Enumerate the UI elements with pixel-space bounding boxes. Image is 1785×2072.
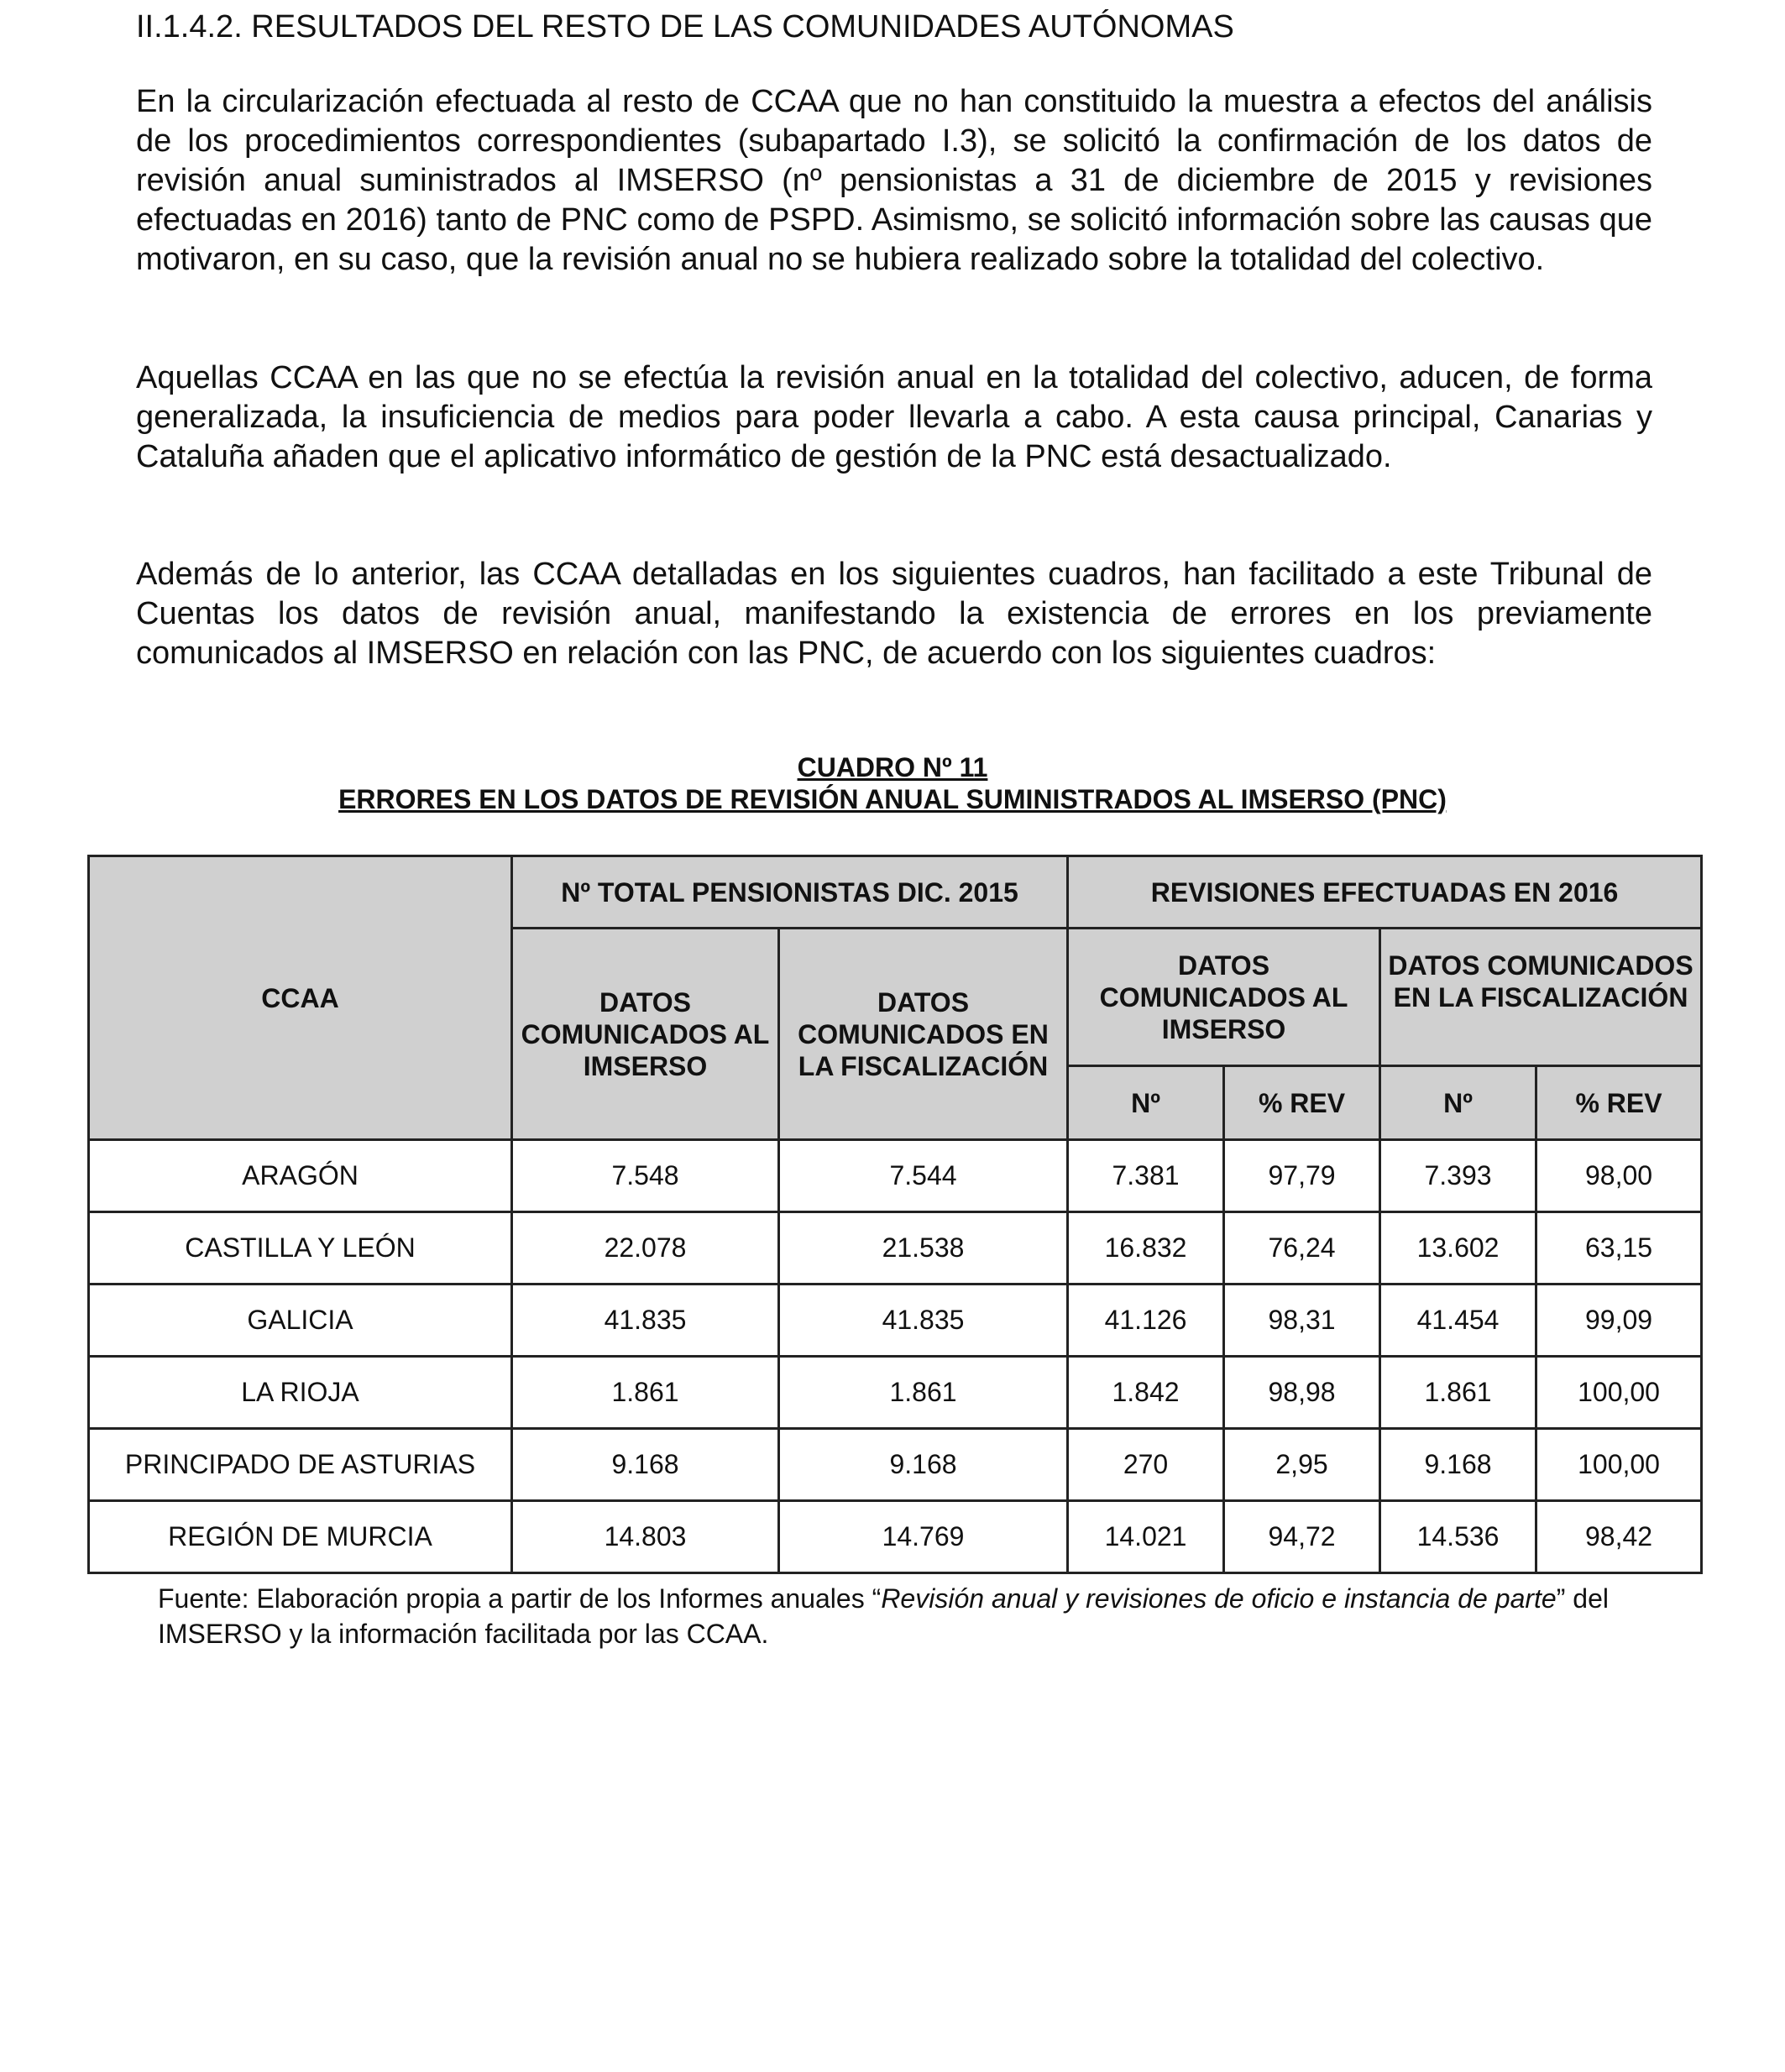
header-total-fiscalizacion: DATOS COMUNICADOS EN LA FISCALIZACIÓN [779, 929, 1068, 1140]
cell-total-fiscalizacion: 21.538 [779, 1212, 1068, 1285]
cell-rev-fiscalizacion-pct: 99,09 [1536, 1285, 1702, 1357]
cell-total-imserso: 14.803 [512, 1501, 779, 1573]
cell-ccaa: PRINCIPADO DE ASTURIAS [89, 1429, 512, 1501]
cell-rev-imserso-num: 41.126 [1068, 1285, 1224, 1357]
cell-rev-fiscalizacion-num: 9.168 [1380, 1429, 1536, 1501]
cell-rev-imserso-num: 14.021 [1068, 1501, 1224, 1573]
cell-rev-fiscalizacion-pct: 98,42 [1536, 1501, 1702, 1573]
table-row [89, 1501, 1702, 1573]
paragraph-1: En la circularización efectuada al resto de CCAA que no han constituido la muestra a efectos del análisis de los procedimientos correspondientes (subapartado I.3), se solicitó la confirmación de los datos de revisión anual suministrados al IMSERSO (nº pensionistas a 31 de diciembre de 2015 y revisiones efectuadas en 2016) tanto de PNC como de PSPD. Asimismo, se solicitó información sobre las causas que motivaron, en su caso, que la revisión anual no se hubiera realizado sobre la totalidad del colectivo. [136, 84, 1652, 277]
header-rev-imserso-pct: % REV [1224, 1066, 1380, 1140]
table-row [89, 1212, 1702, 1285]
section-heading: II.1.4.2. RESULTADOS DEL RESTO DE LAS COMUNIDADES AUTÓNOMAS [136, 9, 1234, 44]
report-title: Revisión anual y revisiones de oficio e instancia de parte [881, 1583, 1557, 1614]
cell-ccaa: CASTILLA Y LEÓN [89, 1212, 512, 1285]
cell-rev-fiscalizacion-num: 13.602 [1380, 1212, 1536, 1285]
cell-ccaa: ARAGÓN [89, 1140, 512, 1212]
table-row [89, 1285, 1702, 1357]
table-row [89, 1357, 1702, 1429]
header-rev-imserso: DATOS COMUNICADOS AL IMSERSO [1068, 929, 1380, 1066]
cell-rev-fiscalizacion-pct: 100,00 [1536, 1429, 1702, 1501]
cell-total-imserso: 41.835 [512, 1285, 779, 1357]
source-note: Fuente: Elaboración propia a partir de los Informes anuales “Revisión anual y revisiones de oficio e instancia de parte” del IMSERSO y la información facilitada por las CCAA. [158, 1583, 1610, 1649]
cell-rev-imserso-pct: 2,95 [1224, 1429, 1380, 1501]
cell-rev-fiscalizacion-pct: 63,15 [1536, 1212, 1702, 1285]
cell-rev-fiscalizacion-pct: 100,00 [1536, 1357, 1702, 1429]
cell-rev-imserso-pct: 76,24 [1224, 1212, 1380, 1285]
cell-ccaa: LA RIOJA [89, 1357, 512, 1429]
cell-rev-fiscalizacion-pct: 98,00 [1536, 1140, 1702, 1212]
cell-total-fiscalizacion: 41.835 [779, 1285, 1068, 1357]
table-title: ERRORES EN LOS DATOS DE REVISIÓN ANUAL SUMINISTRADOS AL IMSERSO (PNC) [338, 784, 1447, 814]
header-revisiones-2016: REVISIONES EFECTUADAS EN 2016 [1068, 856, 1702, 929]
cell-rev-imserso-pct: 97,79 [1224, 1140, 1380, 1212]
cell-total-imserso: 9.168 [512, 1429, 779, 1501]
cell-total-fiscalizacion: 1.861 [779, 1357, 1068, 1429]
cell-rev-imserso-pct: 98,31 [1224, 1285, 1380, 1357]
cell-rev-imserso-num: 7.381 [1068, 1140, 1224, 1212]
paragraph-3: Además de lo anterior, las CCAA detalladas en los siguientes cuadros, han facilitado a este Tribunal de Cuentas los datos de revisión anual, manifestando la existencia de errores en los previamente comunicados al IMSERSO en relación con las PNC, de acuerdo con los siguientes cuadros: [136, 557, 1652, 671]
header-rev-fiscalizacion-pct: % REV [1536, 1066, 1702, 1140]
header-rev-fiscalizacion: DATOS COMUNICADOS EN LA FISCALIZACIÓN [1380, 929, 1702, 1066]
cell-rev-imserso-num: 16.832 [1068, 1212, 1224, 1285]
cell-rev-imserso-pct: 94,72 [1224, 1501, 1380, 1573]
cell-rev-imserso-num: 1.842 [1068, 1357, 1224, 1429]
paragraph-2: Aquellas CCAA en las que no se efectúa la revisión anual en la totalidad del colectivo, aducen, de forma generalizada, la insuficiencia de medios para poder llevarla a cabo. A esta causa principal, Canarias y Cataluña añaden que el aplicativo informático de gestión de la PNC está desactualizado. [136, 360, 1652, 474]
cell-rev-fiscalizacion-num: 41.454 [1380, 1285, 1536, 1357]
cell-total-fiscalizacion: 7.544 [779, 1140, 1068, 1212]
cell-total-imserso: 1.861 [512, 1357, 779, 1429]
cell-total-imserso: 7.548 [512, 1140, 779, 1212]
table-number: CUADRO Nº 11 [797, 752, 988, 782]
cell-ccaa: REGIÓN DE MURCIA [89, 1501, 512, 1573]
cell-rev-fiscalizacion-num: 7.393 [1380, 1140, 1536, 1212]
cell-total-fiscalizacion: 14.769 [779, 1501, 1068, 1573]
cell-total-imserso: 22.078 [512, 1212, 779, 1285]
cell-ccaa: GALICIA [89, 1285, 512, 1357]
cell-total-fiscalizacion: 9.168 [779, 1429, 1068, 1501]
header-rev-fiscalizacion-num: Nº [1380, 1066, 1536, 1140]
table-row [89, 1140, 1702, 1212]
cell-rev-fiscalizacion-num: 1.861 [1380, 1357, 1536, 1429]
header-rev-imserso-num: Nº [1068, 1066, 1224, 1140]
cell-rev-imserso-pct: 98,98 [1224, 1357, 1380, 1429]
header-total-pensionistas: Nº TOTAL PENSIONISTAS DIC. 2015 [512, 856, 1068, 929]
header-total-imserso: DATOS COMUNICADOS AL IMSERSO [512, 929, 779, 1140]
errors-table [87, 855, 1703, 1574]
cell-rev-fiscalizacion-num: 14.536 [1380, 1501, 1536, 1573]
cell-rev-imserso-num: 270 [1068, 1429, 1224, 1501]
header-ccaa: CCAA [89, 856, 512, 1140]
table-row [89, 1429, 1702, 1501]
